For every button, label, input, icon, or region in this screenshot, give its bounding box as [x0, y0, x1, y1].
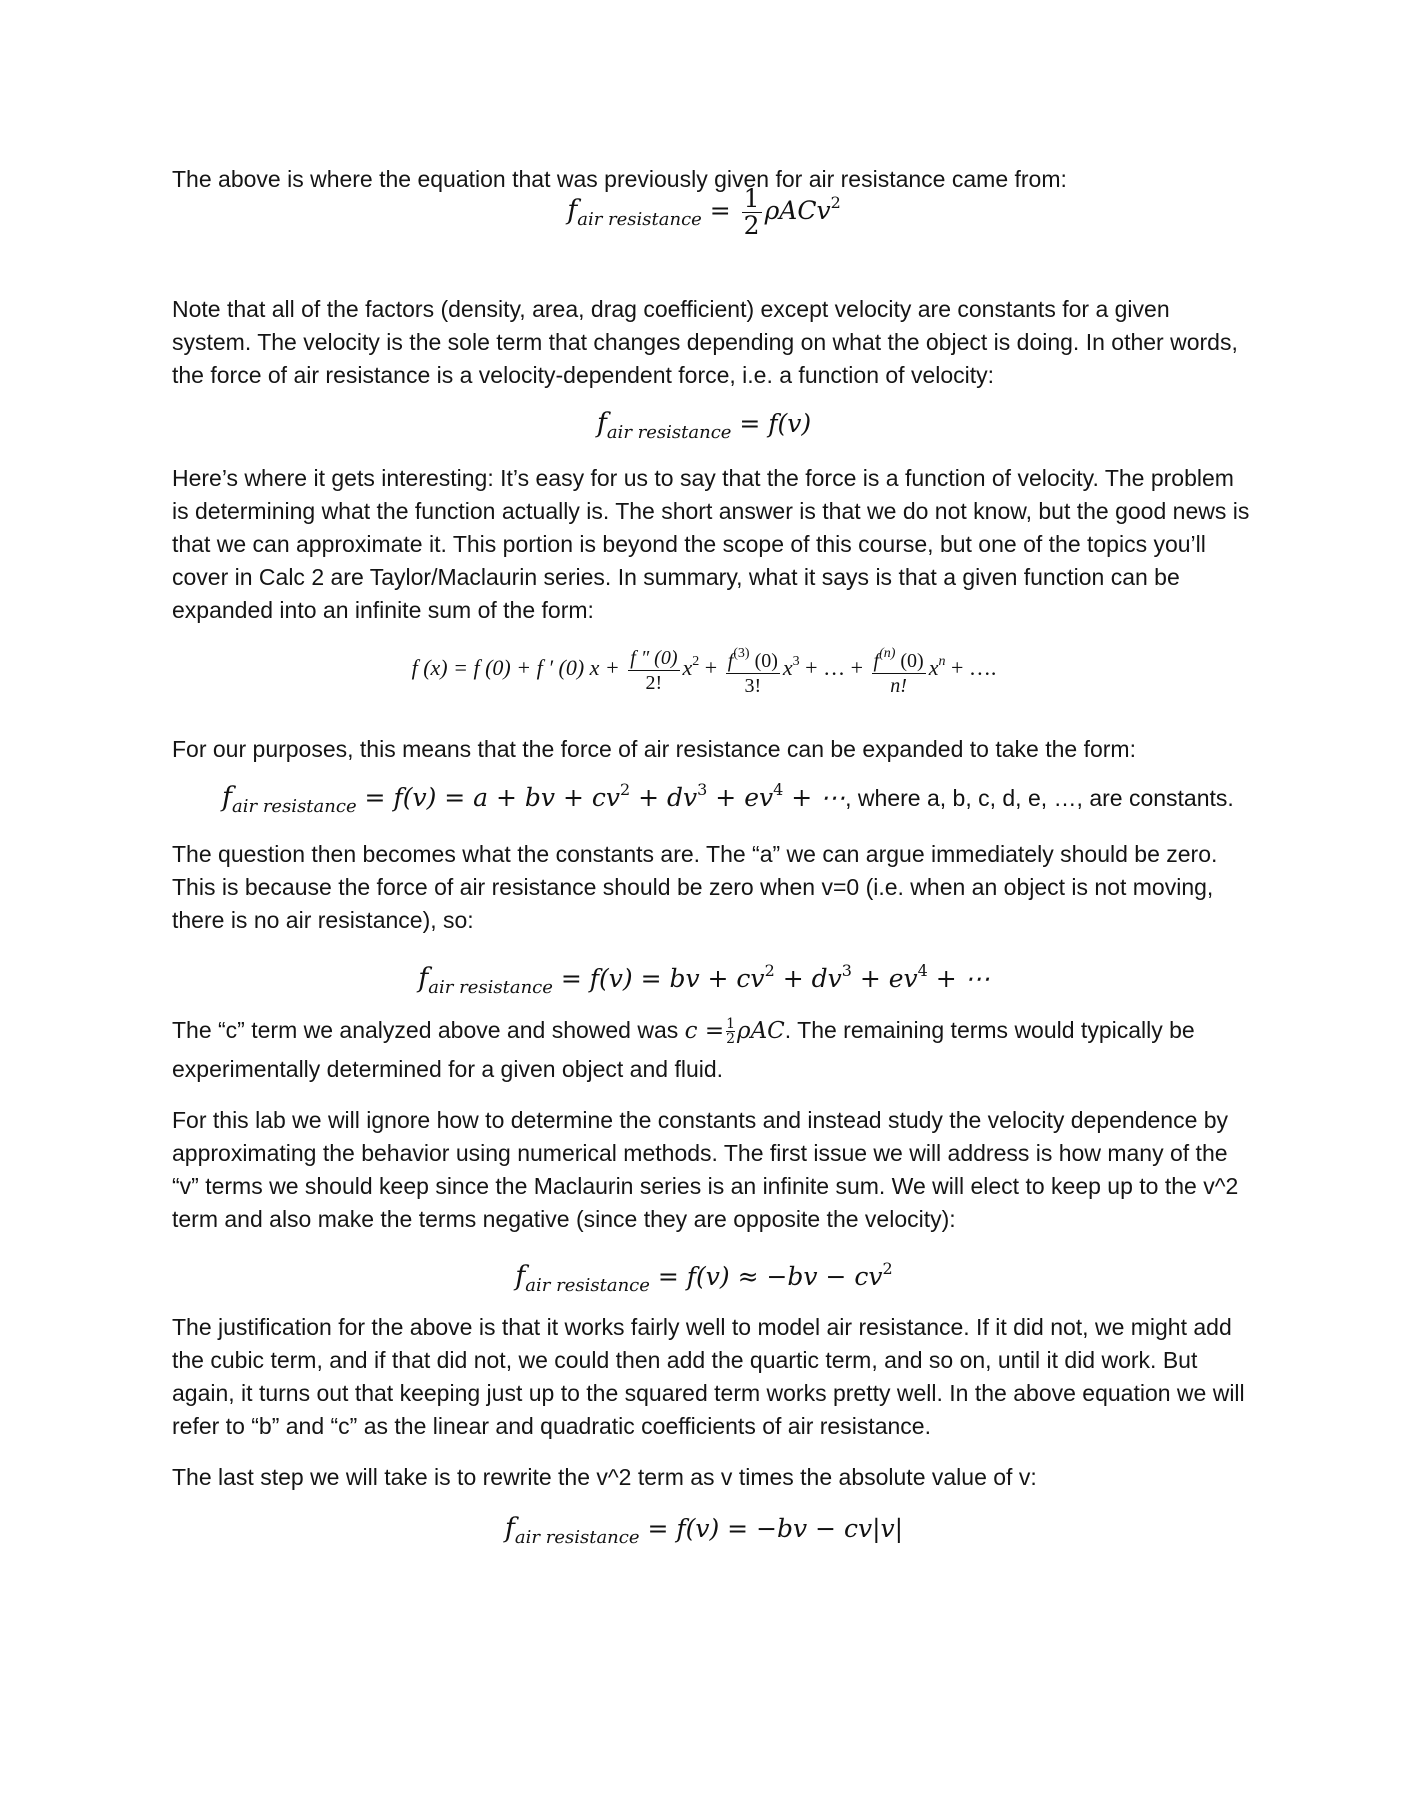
taylor-series-paragraph: Here’s where it gets interesting: It’s easy for us to say that the force is a function of velocity. The problem is determining what the function actually is. The short answer is that we do not know, but the good news is that we can approximate it. This portion is beyond the scope of this course, but one of the topics you’ll cover in Calc 2 are Taylor/Maclaurin series. In summary, what it says is that a given function can be expanded into an infinite sum of the form: [172, 465, 1250, 623]
eq-equals: = [709, 196, 731, 225]
numerical-methods-paragraph: For this lab we will ignore how to determine the constants and instead study the velocity dependence by approximating the behavior using numerical methods. The first issue we will address is how many of the “v” terms we should keep since the Maclaurin series is an infinite sum. We will elect to keep up to the v^2 term and also make the terms negative (since they are opposite the velocity): [172, 1107, 1239, 1232]
final-force-equation: $f_{air resistance} = f(v) = -bv - cv|v|$ [504, 1513, 904, 1548]
maclaurin-series-equation: f (x) = f (0) + f ′ (0) x + $\frac{f '' (0)}{2!}$ $x^2$ + $\frac{f^{(3)} (0)}{3!}$ $x^3$ + … + $\frac{f^{(n)} (0)}{n!}$ $x^n$ + …. [0, 642, 1408, 698]
eq-f-symbol: f [567, 195, 578, 226]
approximate-force-equation: $f_{air resistance} = f(v) \approx -bv - cv^2$ [515, 1259, 893, 1296]
drag-equation [0, 186, 1408, 239]
c-term-paragraph: The “c” term we analyzed above and showed was c = $\frac{1}{2}\rho AC$. The remaining terms would typically be experimentally determined for a given object and fluid. [172, 1016, 1195, 1082]
velocity-dependence-paragraph: Note that all of the factors (density, area, drag coefficient) except velocity are constants for a given system. The velocity is the sole term that changes depending on what the object is doing. In other words, the force of air resistance is a velocity-dependent force, i.e. a function of velocity: [172, 296, 1238, 388]
eq-subscript: air resistance [577, 209, 702, 230]
expanded-force-equation: $f_{air resistance} = f(v) = a$ + bv + $cv^2 + dv^3 + ev^4$ + ⋯, where a, b, c, d, e, …, are constants. [222, 780, 1234, 817]
expansion-intro-paragraph: For our purposes, this means that the force of air resistance can be expanded to take the form: [172, 736, 1136, 762]
eq-rhs: ρACv [764, 196, 831, 225]
function-of-v-equation: $f_{air resistance} = f(v)$ [596, 408, 812, 443]
force-without-a-equation: $f_{air resistance} = f(v)$ = bv + $cv^2 + dv^3 + ev^4$ + ⋯ [418, 961, 990, 998]
half-fraction: $\frac{1}{2}$ [743, 184, 760, 240]
intro-paragraph: The above is where the equation that was previously given for air resistance came from: [172, 166, 1067, 192]
eq-exponent: 2 [830, 193, 841, 212]
constant-a-paragraph: The question then becomes what the constants are. The “a” we can argue immediately should be zero. This is because the force of air resistance should be zero when v=0 (i.e. when an object is not moving, there is no air resistance), so: [172, 841, 1218, 933]
justification-paragraph: The justification for the above is that it works fairly well to model air resistance. If it did not, we might add the cubic term, and if that did not, we could then add the quartic term, and so on, until it did work. But again, it turns out that keeping just up to the squared term works pretty well. In the above equation we will refer to “b” and “c” as the linear and quadratic coefficients of air resistance. [172, 1314, 1245, 1439]
absolute-value-paragraph: The last step we will take is to rewrite the v^2 term as v times the absolute value of v: [172, 1464, 1037, 1490]
